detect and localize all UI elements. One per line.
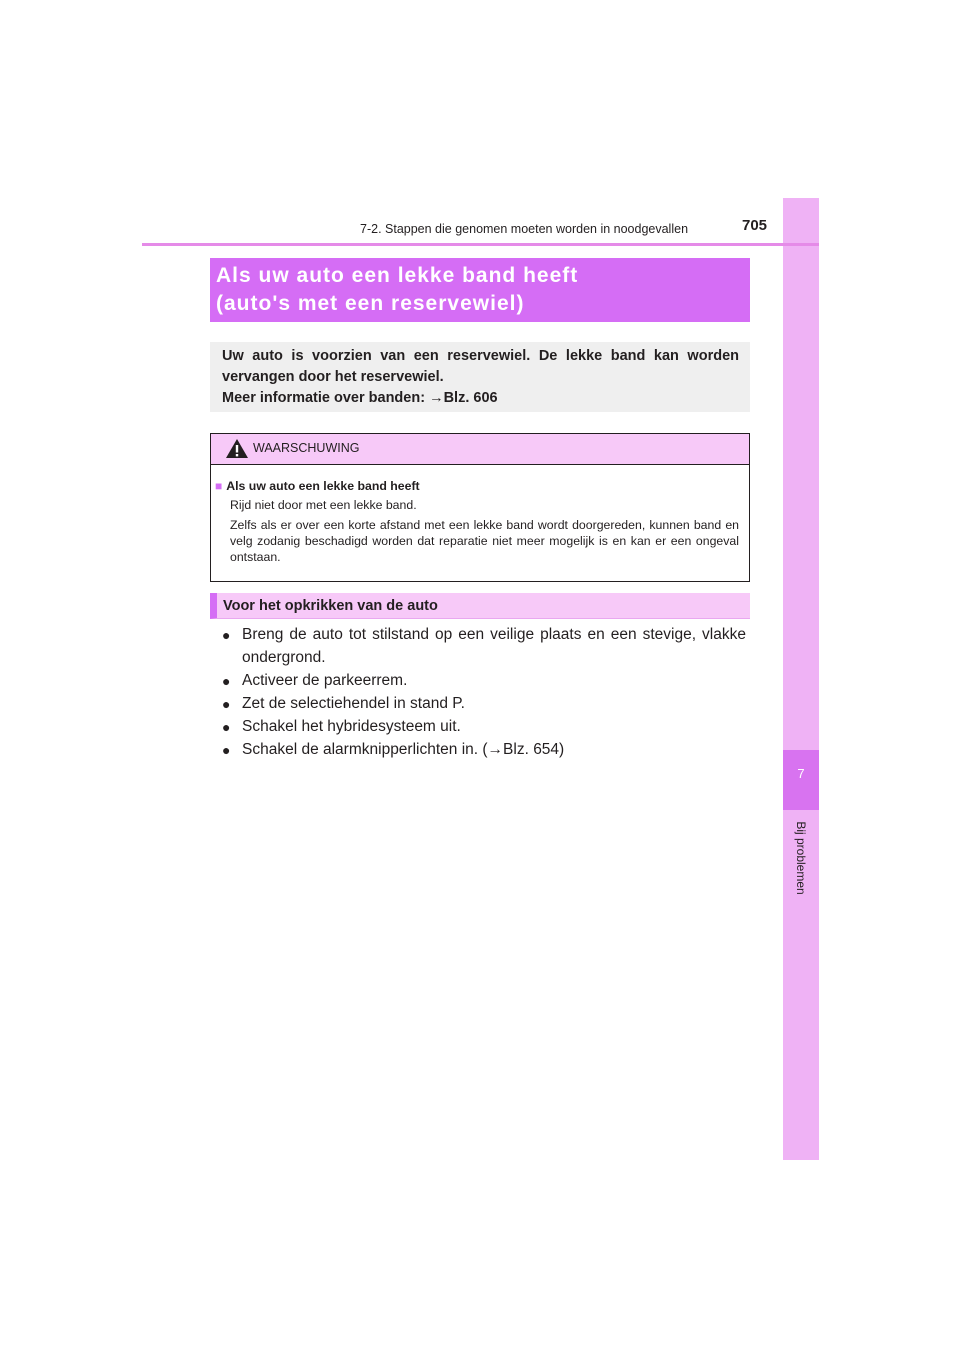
list-item-text-cont: ondergrond. [242,648,326,666]
intro-box [210,342,750,412]
section-header: 7-2. Stappen die genomen moeten worden in noodgevallen [360,222,689,236]
bullet-dot-icon: ● [222,741,231,758]
page-title [210,258,750,322]
warning-item-title [215,478,739,494]
chapter-label: Bij problemen [794,821,808,895]
title-line-1: Als uw auto een lekke band heeft [216,264,579,287]
intro-line-2: vervangen door het reservewiel. [222,369,444,385]
arrow-right-icon: → [487,740,504,758]
chapter-number-tab: 7 [783,750,819,810]
list-item [222,693,746,716]
page-number: 705 [742,217,768,234]
arrow-right-icon: → [429,390,444,406]
list-item-text: Schakel het hybridesysteem uit. [242,717,461,735]
warning-header [211,434,749,465]
warning-triangle-icon [225,438,249,459]
bullet-dot-icon: ● [222,672,231,689]
intro-line-1: Uw auto is voorzien van een reservewiel. De lekke band kan worden [222,348,739,364]
intro-page-ref[interactable]: Blz. 606 [443,390,498,406]
warning-title: WAARSCHUWING [253,441,360,455]
intro-line-3 [222,388,739,409]
bullet-list [222,624,746,761]
list-item-text: Schakel de alarmknipperlichten in. ( [242,740,488,758]
subsection-header: Voor het opkrikken van de auto [210,593,750,619]
bullet-dot-icon: ● [222,695,231,712]
list-item [222,624,746,669]
square-bullet-icon: ■ [215,479,223,493]
warning-body [211,465,749,565]
header-divider [142,243,819,246]
bullet-dot-icon: ● [222,718,231,735]
warning-box [210,433,750,582]
list-item-text: Breng de auto tot stilstand op een veilige plaats en een stevige, vlakke [242,626,746,643]
chapter-side-tab [783,198,819,1160]
title-line-2: (auto's met een reservewiel) [216,292,525,315]
list-item [222,716,746,739]
bullet-dot-icon: ● [222,627,231,643]
warning-item-title-text: Als uw auto een lekke band heeft [226,479,420,493]
intro-ref-text: Meer informatie over banden: [222,390,430,406]
list-item-page-ref[interactable]: Blz. 654) [503,740,565,758]
list-item [222,670,746,693]
list-item-text: Zet de selectiehendel in stand P. [242,694,465,712]
warning-paragraph-2: Zelfs als er over een korte afstand met een lekke band wordt doorgereden, kunnen band en velg zodanig beschadigd worden dat reparatie niet meer mogelijk is en kan er een ongeval ontstaan. [230,518,739,564]
list-item [222,739,746,762]
warning-paragraph-1: Rijd niet door met een lekke band. [230,498,417,512]
list-item-text: Activeer de parkeerrem. [242,671,408,689]
